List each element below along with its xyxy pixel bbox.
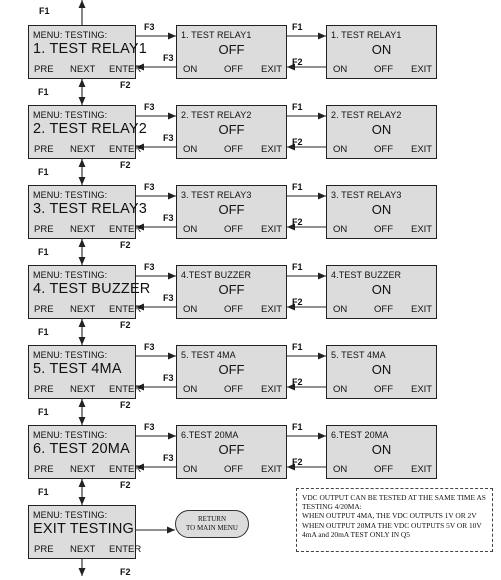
next-arrow-head — [79, 497, 86, 505]
relay-state: OFF — [218, 362, 245, 377]
menu-screen — [28, 105, 148, 159]
softkey-on: ON — [183, 304, 198, 315]
screen-title: 4.TEST BUZZER — [331, 270, 402, 280]
softkey-pre: PRE — [34, 64, 54, 75]
relay-state: OFF — [218, 202, 245, 217]
enter-arrow-head — [168, 113, 176, 120]
softkey-enter: ENTER — [109, 224, 142, 235]
return-to-main-menu-node — [175, 510, 249, 538]
softkey-exit: EXIT — [411, 144, 433, 155]
softkey-on: ON — [333, 464, 348, 475]
menu-screen — [28, 265, 151, 319]
softkey-exit: EXIT — [411, 384, 433, 395]
prev-arrow-head — [79, 479, 86, 487]
relay-state: ON — [371, 122, 392, 137]
menu-screen — [28, 25, 148, 79]
softkey-enter: ENTER — [109, 464, 142, 475]
softkey-off: OFF — [374, 64, 393, 75]
menu-item-label: EXIT TESTING — [33, 521, 134, 537]
key-label-f1: F1 — [38, 407, 49, 417]
off-state-screen — [176, 185, 287, 239]
key-label-f2: F2 — [120, 80, 131, 90]
screen-title: 3. TEST RELAY3 — [181, 190, 252, 200]
key-label-f1: F1 — [38, 327, 49, 337]
key-label-f3: F3 — [144, 102, 155, 112]
note-line: WHEN OUTPUT 4MA, THE VDC OUTPUTS 1V OR 2V — [302, 511, 477, 521]
on-state-screen — [326, 185, 437, 239]
prev-arrow-head — [79, 319, 86, 327]
key-label-f2: F2 — [120, 320, 131, 330]
softkey-enter: ENTER — [109, 304, 142, 315]
key-label-f3: F3 — [163, 53, 174, 63]
menu-header: MENU: TESTING: — [33, 30, 108, 40]
menu-header: MENU: TESTING: — [33, 270, 108, 280]
relay-state: OFF — [218, 122, 245, 137]
softkey-enter: ENTER — [109, 384, 142, 395]
screen-title: 5. TEST 4MA — [331, 350, 386, 360]
softkey-exit: EXIT — [411, 64, 433, 75]
menu-item-label: 6. TEST 20MA — [33, 441, 130, 457]
softkey-off: OFF — [224, 464, 243, 475]
menu-item-label: 5. TEST 4MA — [33, 361, 122, 377]
exit-menu-screen — [28, 505, 142, 559]
enter-arrow-head — [168, 273, 176, 280]
softkey-off: OFF — [374, 304, 393, 315]
softkey-pre: PRE — [34, 144, 54, 155]
on-arrow-head — [318, 193, 326, 200]
screen-title: 1. TEST RELAY1 — [331, 30, 402, 40]
on-state-screen — [326, 265, 437, 319]
key-label-f1: F1 — [38, 167, 49, 177]
softkey-on: ON — [183, 144, 198, 155]
screen-title: 4.TEST BUZZER — [181, 270, 252, 280]
on-arrow-head — [318, 273, 326, 280]
enter-arrow-head — [168, 433, 176, 440]
key-label-f1: F1 — [38, 487, 49, 497]
key-label-f3: F3 — [163, 453, 174, 463]
softkey-exit: EXIT — [411, 224, 433, 235]
screen-title: 1. TEST RELAY1 — [181, 30, 252, 40]
softkey-enter: ENTER — [109, 144, 142, 155]
off-state-screen — [176, 425, 287, 479]
key-label-f3: F3 — [144, 422, 155, 432]
menu-item-label: 4. TEST BUZZER — [33, 281, 151, 297]
softkey-off: OFF — [374, 384, 393, 395]
key-label-f2: F2 — [292, 217, 303, 227]
note-line: TESTING 4/20MA: — [302, 502, 362, 512]
enter-arrow-head — [168, 193, 176, 200]
next-arrow-head — [79, 257, 86, 265]
return-sub-label: TO MAIN MENU — [186, 524, 238, 532]
relay-state: ON — [371, 442, 392, 457]
relay-state: ON — [371, 362, 392, 377]
softkey-on: ON — [333, 64, 348, 75]
softkey-next: NEXT — [70, 304, 96, 315]
screen-title: 2. TEST RELAY2 — [181, 110, 252, 120]
on-arrow-head — [318, 353, 326, 360]
softkey-enter: ENTER — [109, 64, 142, 75]
on-state-screen — [326, 105, 437, 159]
softkey-off: OFF — [374, 144, 393, 155]
off-state-screen — [176, 25, 287, 79]
softkey-on: ON — [183, 384, 198, 395]
softkey-pre: PRE — [34, 464, 54, 475]
on-arrow-head — [318, 113, 326, 120]
softkey-off: OFF — [224, 144, 243, 155]
menu-header: MENU: TESTING: — [33, 110, 108, 120]
menu-header: MENU: TESTING: — [33, 350, 108, 360]
key-label-f2: F2 — [120, 160, 131, 170]
softkey-exit: EXIT — [411, 304, 433, 315]
softkey-exit: EXIT — [261, 384, 283, 395]
key-label-f3: F3 — [144, 342, 155, 352]
relay-state: OFF — [218, 282, 245, 297]
softkey-off: OFF — [224, 384, 243, 395]
softkey-exit: EXIT — [261, 304, 283, 315]
key-label-f3: F3 — [144, 22, 155, 32]
prev-arrow-head — [79, 399, 86, 407]
next-arrow-head — [79, 97, 86, 105]
softkey-pre: PRE — [34, 384, 54, 395]
key-label-f2: F2 — [292, 137, 303, 147]
next-arrow-head — [79, 337, 86, 345]
relay-state: ON — [371, 42, 392, 57]
key-label-f1: F1 — [292, 262, 303, 272]
softkey-off: OFF — [224, 64, 243, 75]
softkey-on: ON — [183, 224, 198, 235]
on-arrow-head — [318, 433, 326, 440]
softkey-next: NEXT — [70, 544, 96, 555]
return-label: RETURN — [198, 515, 226, 523]
key-label-f3: F3 — [144, 182, 155, 192]
off-state-screen — [176, 105, 287, 159]
vdc-output-note — [296, 488, 493, 552]
softkey-exit: EXIT — [261, 64, 283, 75]
note-line: 4mA and 20mA TEST ONLY IN Q5 — [302, 529, 410, 539]
on-state-screen — [326, 425, 437, 479]
menu-item-label: 3. TEST RELAY3 — [33, 201, 148, 217]
menu-header: MENU: TESTING: — [33, 510, 108, 520]
relay-state: OFF — [218, 42, 245, 57]
relay-state: ON — [371, 202, 392, 217]
key-label-f2: F2 — [292, 297, 303, 307]
screen-title: 6.TEST 20MA — [181, 430, 239, 440]
softkey-next: NEXT — [70, 224, 96, 235]
relay-state: OFF — [218, 442, 245, 457]
key-label-f1: F1 — [292, 422, 303, 432]
screen-title: 6.TEST 20MA — [331, 430, 389, 440]
key-label-f1: F1 — [38, 247, 49, 257]
softkey-pre: PRE — [34, 224, 54, 235]
note-line: VDC OUTPUT CAN BE TESTED AT THE SAME TIME AS — [302, 493, 486, 502]
key-label-f3: F3 — [163, 213, 174, 223]
on-state-screen — [326, 345, 437, 399]
enter-arrow-head — [168, 33, 176, 40]
prev-arrow-head — [79, 239, 86, 247]
menu-screen — [28, 345, 142, 399]
key-label-f2: F2 — [120, 567, 131, 577]
key-label-f3: F3 — [144, 262, 155, 272]
relay-state: ON — [371, 282, 392, 297]
key-label-f3: F3 — [163, 293, 174, 303]
key-label-f3: F3 — [163, 373, 174, 383]
softkey-exit: EXIT — [261, 144, 283, 155]
key-label-f2: F2 — [120, 480, 131, 490]
key-label-f2: F2 — [292, 377, 303, 387]
key-label-f2: F2 — [120, 400, 131, 410]
on-state-screen — [326, 25, 437, 79]
entry-arrow-head — [79, 0, 86, 8]
softkey-next: NEXT — [70, 384, 96, 395]
softkey-pre: PRE — [34, 304, 54, 315]
softkey-exit: EXIT — [411, 464, 433, 475]
key-label-f2: F2 — [120, 240, 131, 250]
softkey-next: NEXT — [70, 144, 96, 155]
key-label-f1: F1 — [292, 102, 303, 112]
softkey-exit: EXIT — [261, 224, 283, 235]
softkey-exit: EXIT — [261, 464, 283, 475]
softkey-enter: ENTER — [109, 544, 142, 555]
note-line: WHEN OUTPUT 20MA THE VDC OUTPUTS 5V OR 10V — [302, 520, 482, 530]
softkey-on: ON — [333, 384, 348, 395]
key-label-f1: F1 — [292, 22, 303, 32]
softkey-off: OFF — [224, 224, 243, 235]
prev-arrow-head — [79, 159, 86, 167]
softkey-on: ON — [333, 144, 348, 155]
softkey-on: ON — [333, 304, 348, 315]
prev-arrow-head — [79, 79, 86, 87]
key-label-f1: F1 — [39, 6, 50, 16]
screen-title: 5. TEST 4MA — [181, 350, 236, 360]
off-state-screen — [176, 345, 287, 399]
enter-arrow-head — [168, 353, 176, 360]
tail-arrow-head — [79, 568, 86, 576]
menu-header: MENU: TESTING: — [33, 190, 108, 200]
screen-title: 2. TEST RELAY2 — [331, 110, 402, 120]
menu-item-label: 1. TEST RELAY1 — [33, 41, 148, 57]
next-arrow-head — [79, 177, 86, 185]
key-label-f1: F1 — [38, 87, 49, 97]
menu-item-label: 2. TEST RELAY2 — [33, 121, 148, 137]
key-label-f2: F2 — [292, 57, 303, 67]
softkey-on: ON — [183, 464, 198, 475]
softkey-next: NEXT — [70, 64, 96, 75]
menu-screen — [28, 185, 148, 239]
key-label-f1: F1 — [292, 342, 303, 352]
key-label-f3: F3 — [163, 133, 174, 143]
softkey-off: OFF — [374, 224, 393, 235]
menu-header: MENU: TESTING: — [33, 430, 108, 440]
softkey-off: OFF — [374, 464, 393, 475]
key-label-f1: F1 — [292, 182, 303, 192]
return-arrow-head — [167, 527, 175, 534]
softkey-off: OFF — [224, 304, 243, 315]
on-arrow-head — [318, 33, 326, 40]
next-arrow-head — [79, 417, 86, 425]
softkey-on: ON — [183, 64, 198, 75]
softkey-next: NEXT — [70, 464, 96, 475]
screen-title: 3. TEST RELAY3 — [331, 190, 402, 200]
softkey-pre: PRE — [34, 544, 54, 555]
off-state-screen — [176, 265, 287, 319]
softkey-on: ON — [333, 224, 348, 235]
key-label-f2: F2 — [292, 457, 303, 467]
menu-screen — [28, 425, 142, 479]
